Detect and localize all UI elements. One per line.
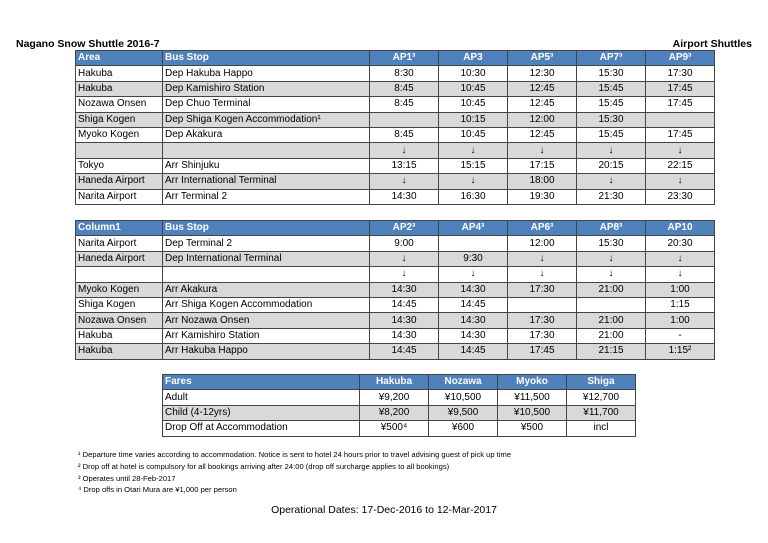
table-cell: Dep Hakuba Happo [163,66,370,81]
column-header: AP1³ [370,51,439,66]
page-title: Nagano Snow Shuttle 2016-7 [16,38,160,50]
table-cell: 14:45 [370,297,439,312]
table-cell: 8:45 [370,97,439,112]
column-header: Column1 [76,221,163,236]
table-cell: ↓ [439,267,508,282]
table-cell: 12:45 [508,97,577,112]
table-cell: Hakuba [76,66,163,81]
table-cell: ↓ [577,143,646,158]
table-cell: ↓ [370,143,439,158]
table-cell: ¥500 [498,421,567,436]
column-header: Area [76,51,163,66]
table-cell: 12:30 [508,66,577,81]
table-row [163,405,636,420]
table-row [76,251,715,266]
table-cell: 1:00 [646,313,715,328]
page-subtitle: Airport Shuttles [672,38,752,50]
table-cell: Arr Nozawa Onsen [163,313,370,328]
footnotes [78,449,511,496]
table-cell: ¥9,200 [360,390,429,405]
column-header: AP9³ [646,51,715,66]
table-cell: ¥10,500 [498,405,567,420]
table-cell: 21:15 [577,344,646,359]
table-cell: ↓ [439,143,508,158]
table-cell: 9:00 [370,236,439,251]
table-header-row [76,221,715,236]
table-cell [370,112,439,127]
table-cell: 14:30 [370,328,439,343]
table-cell: 8:45 [370,127,439,142]
table-cell: - [646,328,715,343]
column-header: AP3 [439,51,508,66]
table-cell: 14:30 [439,313,508,328]
table-cell: 21:00 [577,328,646,343]
table-cell: 17:30 [646,66,715,81]
table-cell: Arr Terminal 2 [163,189,370,204]
table-cell: 1:00 [646,282,715,297]
table-row [163,390,636,405]
table-cell: 12:00 [508,112,577,127]
table-cell: 14:30 [370,282,439,297]
column-header: Bus Stop [163,51,370,66]
table-cell: Shiga Kogen [76,297,163,312]
table-cell [439,236,508,251]
table-cell: 14:30 [370,189,439,204]
table-row [76,297,715,312]
table-cell: Myoko Kogen [76,127,163,142]
table-cell: Hakuba [76,328,163,343]
table-cell: 17:30 [508,282,577,297]
table-cell: 19:30 [508,189,577,204]
table-cell: 12:45 [508,127,577,142]
table-cell: Tokyo [76,158,163,173]
table-row [163,421,636,436]
table-cell: Dep Kamishiro Station [163,81,370,96]
table-cell: ↓ [508,267,577,282]
table-cell: Arr International Terminal [163,174,370,189]
table-cell: 15:45 [577,81,646,96]
table-cell: 8:45 [370,81,439,96]
table-row [76,189,715,204]
table-cell: 17:45 [646,81,715,96]
table-cell: 10:45 [439,127,508,142]
table-cell: 14:30 [439,328,508,343]
table-row [76,143,715,158]
table-cell: Nozawa Onsen [76,97,163,112]
column-header: AP6³ [508,221,577,236]
table-cell: Nozawa Onsen [76,313,163,328]
table-row [76,174,715,189]
footnote: ⁴ Drop offs in Otari Mura are ¥1,000 per person [78,485,237,495]
table-header-row [163,375,636,390]
table-cell [508,297,577,312]
table-row [76,66,715,81]
table-cell [76,267,163,282]
table-cell: ↓ [577,251,646,266]
table-cell [163,267,370,282]
table-cell: 10:15 [439,112,508,127]
table-cell: Arr Shiga Kogen Accommodation [163,297,370,312]
table-cell: 12:45 [508,81,577,96]
table-cell: ↓ [370,174,439,189]
table-cell: 17:45 [646,97,715,112]
table-cell: Dep International Terminal [163,251,370,266]
table-cell: ¥11,500 [498,390,567,405]
table-row [76,81,715,96]
table-cell: 14:30 [439,282,508,297]
table-cell: ¥11,700 [567,405,636,420]
table-row [76,328,715,343]
column-header: Bus Stop [163,221,370,236]
table-cell: Narita Airport [76,236,163,251]
table-cell: 15:15 [439,158,508,173]
table-cell: 15:45 [577,97,646,112]
table-cell: ↓ [370,267,439,282]
table-cell [163,143,370,158]
outbound-timetable [75,50,715,205]
table-row [76,158,715,173]
table-cell: 12:00 [508,236,577,251]
footnote: ³ Operates until 28-Feb-2017 [78,473,176,483]
table-cell: 13:15 [370,158,439,173]
table-cell: ¥500⁴ [360,421,429,436]
table-cell: ↓ [646,143,715,158]
table-cell: Arr Shinjuku [163,158,370,173]
table-cell: 10:45 [439,81,508,96]
table-row [76,313,715,328]
column-header: AP2³ [370,221,439,236]
table-cell: ↓ [370,251,439,266]
table-cell: 15:30 [577,236,646,251]
table-row [76,236,715,251]
table-cell: ↓ [646,174,715,189]
table-cell: ↓ [577,267,646,282]
table-cell: 1:15² [646,344,715,359]
footnote: ² Drop off at hotel is compulsory for all bookings arriving after 24:00 (drop off surcharge applies to all bookings) [78,461,450,471]
table-cell: 20:15 [577,158,646,173]
column-header: AP10 [646,221,715,236]
table-cell: 23:30 [646,189,715,204]
table-cell: 1:15 [646,297,715,312]
table-cell: ¥12,700 [567,390,636,405]
table-cell: 21:30 [577,189,646,204]
table-cell: Arr Akakura [163,282,370,297]
column-header: AP7³ [577,51,646,66]
table-cell: 15:30 [577,112,646,127]
table-cell: Arr Hakuba Happo [163,344,370,359]
table-cell: ↓ [646,251,715,266]
footnote: ¹ Departure time varies according to accommodation. Notice is sent to hotel 24 hours prior to travel advising guest of pick up time [78,450,512,459]
table-cell: Child (4-12yrs) [163,405,360,420]
table-cell: ↓ [508,143,577,158]
table-cell: 17:30 [508,313,577,328]
table-cell: 17:45 [508,344,577,359]
table-row [76,267,715,282]
table-cell: ¥10,500 [429,390,498,405]
table-cell: 15:30 [577,66,646,81]
column-header: AP8³ [577,221,646,236]
table-cell: 17:45 [646,127,715,142]
table-cell: Hakuba [76,344,163,359]
table-cell: Drop Off at Accommodation [163,421,360,436]
table-cell: 15:45 [577,127,646,142]
table-cell: 22:15 [646,158,715,173]
table-cell: Haneda Airport [76,251,163,266]
column-header: Shiga [567,375,636,390]
table-row [76,127,715,142]
fares-table [162,374,636,437]
table-cell: ¥9,500 [429,405,498,420]
column-header: Nozawa [429,375,498,390]
table-cell [646,112,715,127]
column-header: Fares [163,375,360,390]
table-cell: 16:30 [439,189,508,204]
table-row [76,97,715,112]
table-cell: Adult [163,390,360,405]
table-cell: 18:00 [508,174,577,189]
table-cell: ↓ [577,174,646,189]
table-cell: 10:30 [439,66,508,81]
column-header: AP4³ [439,221,508,236]
table-cell: ¥8,200 [360,405,429,420]
table-cell: 14:45 [439,297,508,312]
table-row [76,282,715,297]
table-cell [76,143,163,158]
table-cell: Dep Chuo Terminal [163,97,370,112]
table-cell: 14:30 [370,313,439,328]
table-cell: Myoko Kogen [76,282,163,297]
table-cell: ¥600 [429,421,498,436]
table-cell: Haneda Airport [76,174,163,189]
table-cell: 17:15 [508,158,577,173]
table-cell: ↓ [508,251,577,266]
table-cell: Shiga Kogen [76,112,163,127]
table-header-row [76,51,715,66]
table-cell: 20:30 [646,236,715,251]
table-cell: 14:45 [370,344,439,359]
table-cell: 10:45 [439,97,508,112]
table-cell [577,297,646,312]
column-header: AP5³ [508,51,577,66]
table-cell: Dep Shiga Kogen Accommodation¹ [163,112,370,127]
table-cell: ↓ [646,267,715,282]
table-cell: 14:45 [439,344,508,359]
table-cell: Dep Akakura [163,127,370,142]
table-cell: 17:30 [508,328,577,343]
column-header: Myoko [498,375,567,390]
table-cell: Hakuba [76,81,163,96]
table-cell: ↓ [439,174,508,189]
table-cell: Arr Kamishiro Station [163,328,370,343]
table-row [76,112,715,127]
inbound-timetable [75,220,715,360]
table-cell: 8:30 [370,66,439,81]
table-cell: 21:00 [577,282,646,297]
table-cell: 9:30 [439,251,508,266]
table-row [76,344,715,359]
table-cell: incl [567,421,636,436]
column-header: Hakuba [360,375,429,390]
table-cell: Narita Airport [76,189,163,204]
operational-dates: Operational Dates: 17-Dec-2016 to 12-Mar-2017 [271,504,497,516]
table-cell: Dep Terminal 2 [163,236,370,251]
table-cell: 21:00 [577,313,646,328]
